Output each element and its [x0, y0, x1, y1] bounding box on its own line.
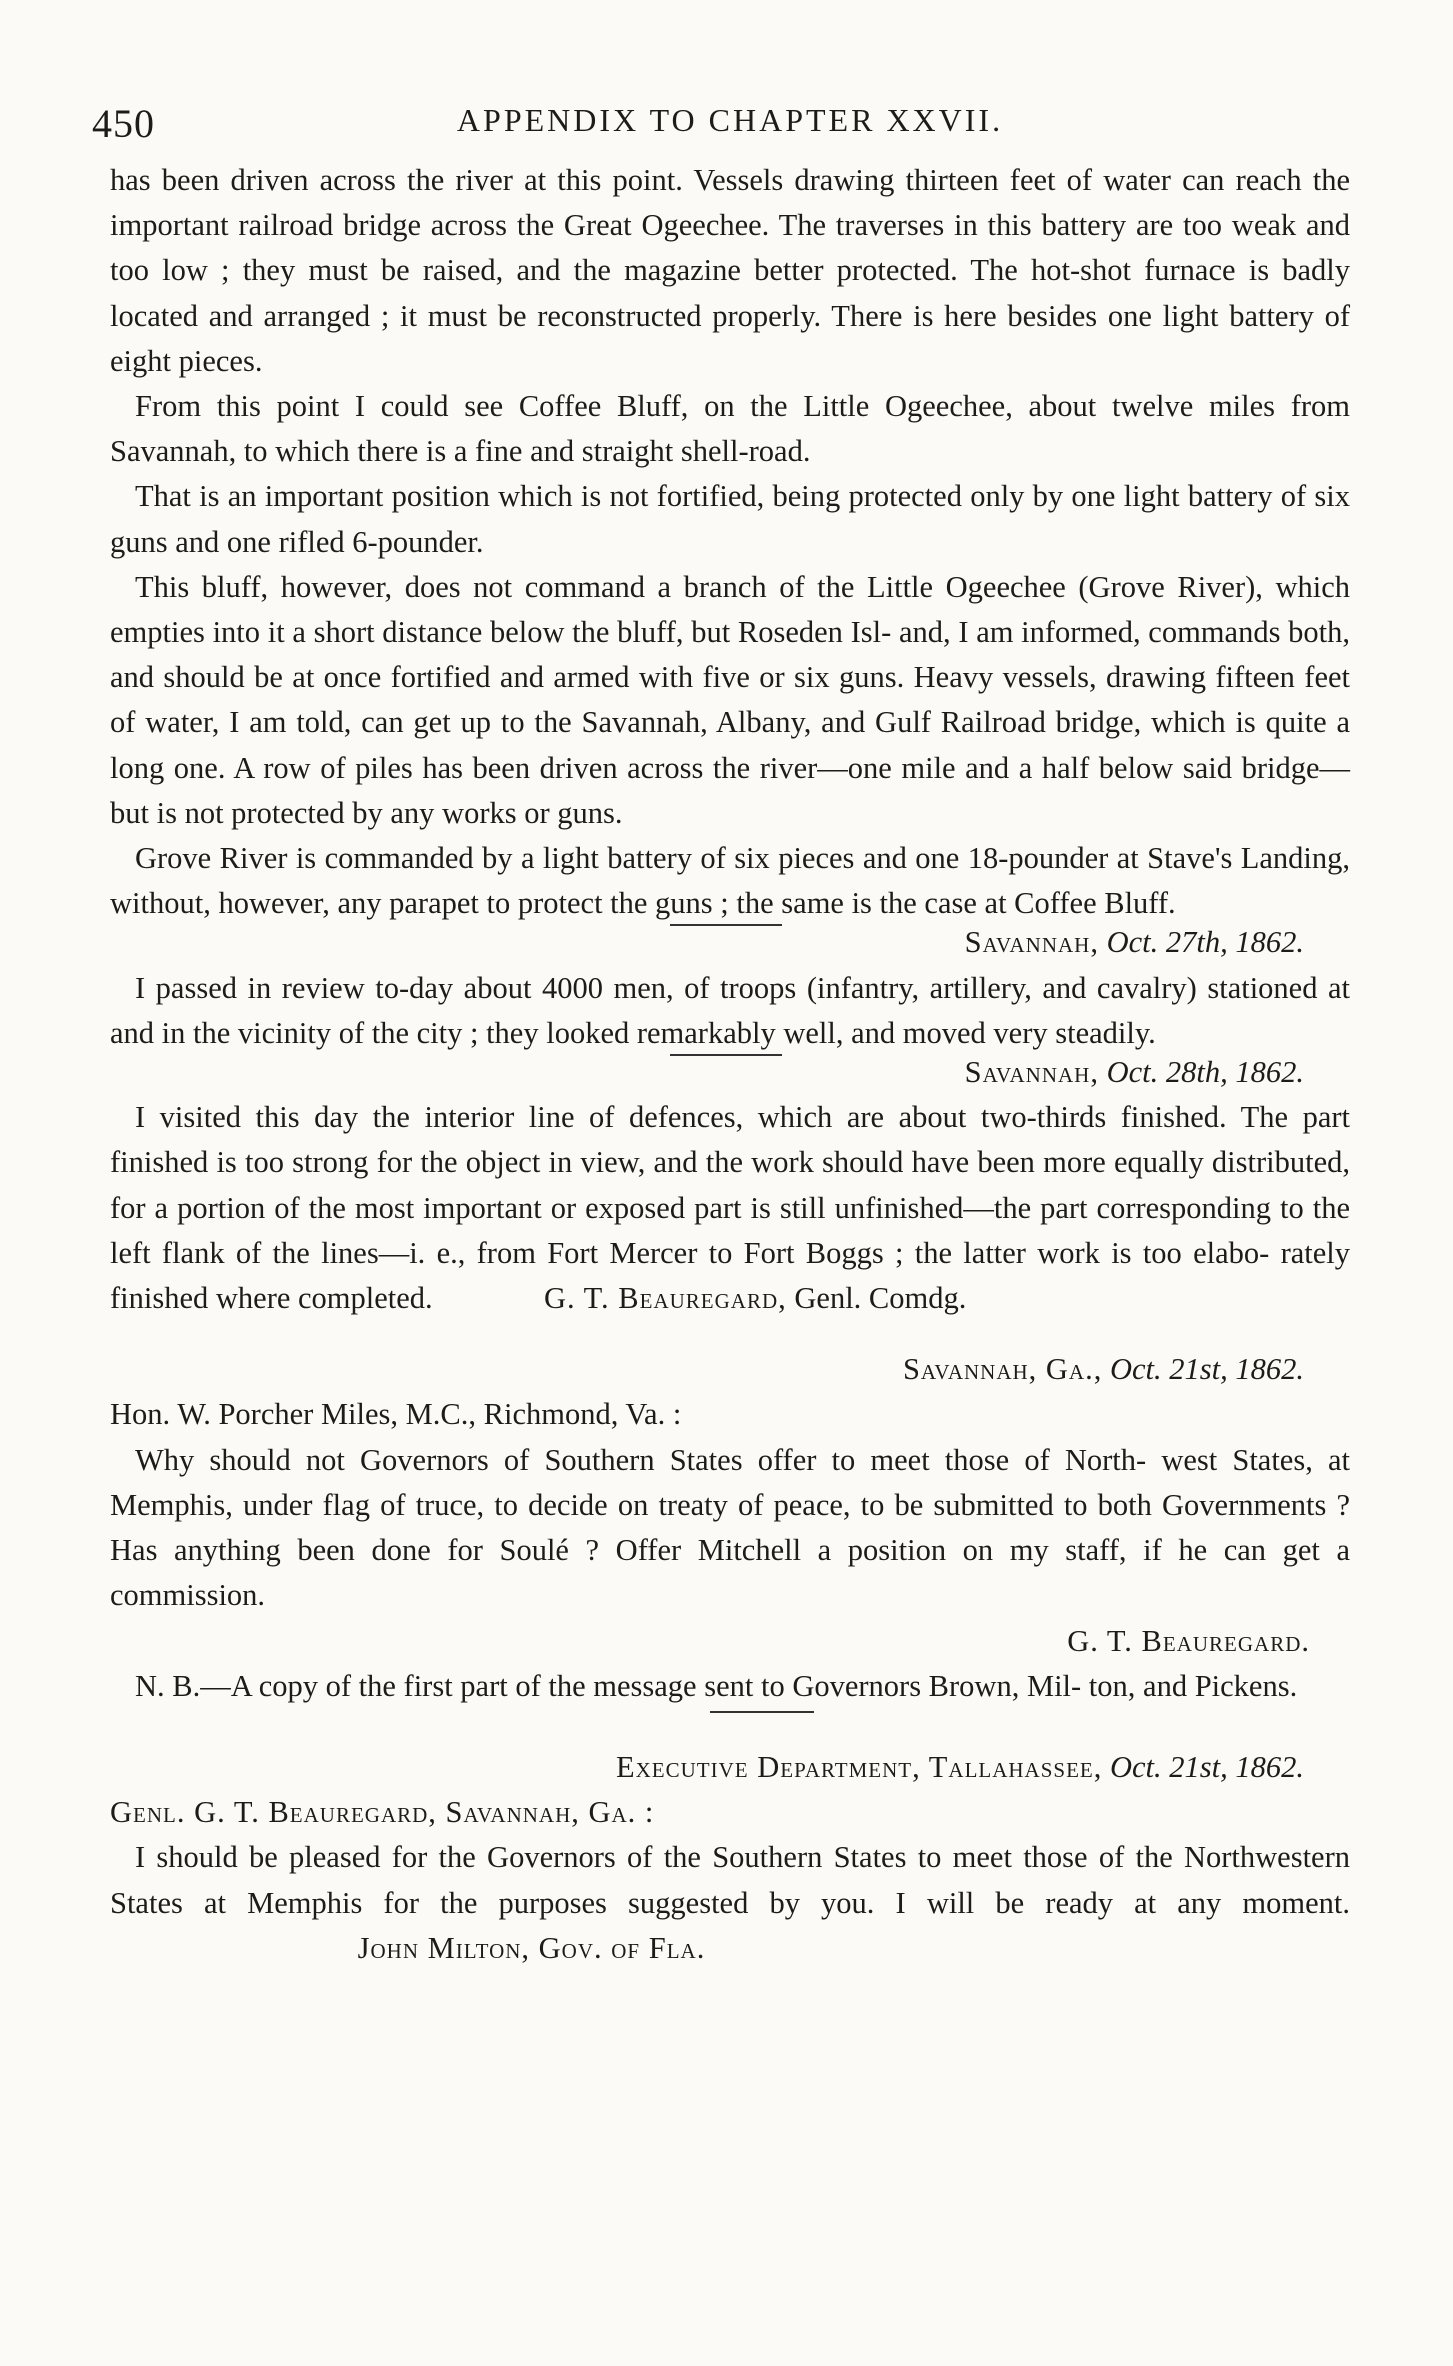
dateline-place: Savannah,	[964, 1055, 1099, 1090]
section-rule	[110, 1711, 1350, 1731]
dateline-oct-21-savannah	[110, 1347, 1350, 1392]
dateline-date: Oct. 21st, 1862.	[1109, 1352, 1304, 1387]
dateline-place: Savannah,	[964, 925, 1099, 960]
dateline-date: Oct. 28th, 1862.	[1106, 1055, 1304, 1090]
signature-title: Genl. Comdg.	[794, 1281, 967, 1316]
section-rule	[110, 1054, 1350, 1074]
dateline-place: Executive Department, Tallahassee,	[616, 1749, 1103, 1784]
dateline-oct-21-tallahassee	[110, 1745, 1350, 1790]
signature-beauregard: G. T. Beauregard.	[1067, 1623, 1310, 1658]
page-number: 450	[92, 101, 155, 146]
paragraph-interior-line-text: I visited this day the interior line of defences, which are about two-thirds finished. The part finished is too strong for the object in view, and the work should have been more equally distributed, for a portion of the most important or exposed part is still unfinished—the part corresponding to the left flank of the lines—i. e., from Fort Mercer to Fort Boggs ; the latter work is too elabo- rately finished where completed.	[110, 1100, 1350, 1316]
dateline-place: Savannah, Ga.,	[902, 1352, 1103, 1387]
paragraph-grove-river-branch: This bluff, however, does not command a branch of the Little Ogeechee (Grove River), which empties into it a short distance below the bluff, but Roseden Isl- and, I am informed, commands both, and should be at once fortified and armed with five or six guns. Heavy vessels, drawing fifteen feet of water, I am told, can get up to the Savannah, Albany, and Gulf Railroad bridge, which is quite a long one. A row of piles has been driven across the river—one mile and a half below said bridge—but is not protected by any works or guns.	[110, 569, 1350, 830]
signature-name: G. T. Beauregard,	[543, 1281, 787, 1316]
paragraph-interior-line	[110, 1095, 1350, 1321]
paragraph-battery: has been driven across the river at this point. Vessels drawing thirteen feet of water can reach the important railroad bridge across the Great Ogeechee. The traverses in this battery are too weak and too low ; they must be raised, and the magazine better protected. The hot-shot furnace is badly located and arranged ; it must be reconstructed properly. There is here besides one light battery of eight pieces.	[110, 163, 1350, 378]
running-head: APPENDIX TO CHAPTER XXVII.	[456, 102, 1004, 138]
paragraph-staves-landing: Grove River is commanded by a light battery of six pieces and one 18-pounder at Stave's Landing, without, however, any parapet to protect the guns ; the same is the case at Coffee Bluff.	[110, 841, 1350, 921]
section-rule	[110, 924, 1350, 944]
signature-milton: John Milton, Gov. of Fla.	[357, 1930, 706, 1965]
dateline-date: Oct. 21st, 1862.	[1109, 1749, 1304, 1784]
addressee-miles: Hon. W. Porcher Miles, M.C., Richmond, Va. :	[110, 1397, 682, 1432]
page-header	[92, 92, 1350, 158]
paragraph-milton-reply-text: I should be pleased for the Governors of the Southern States to meet those of the Northwestern States at Memphis for the purposes suggested by you. I will be ready at any moment.	[110, 1840, 1350, 1920]
paragraph-important-position: That is an important position which is not fortified, being protected only by one light battery of six guns and one rifled 6-pounder.	[110, 479, 1350, 559]
paragraph-governors-proposal: Why should not Governors of Southern States offer to meet those of North- west States, at Memphis, under flag of truce, to decide on treaty of peace, to be submitted to both Governments ? Has anything been done for Soulé ? Offer Mitchell a position on my staff, if he can get a commission.	[110, 1442, 1350, 1613]
dateline-date: Oct. 27th, 1862.	[1106, 925, 1304, 960]
paragraph-nota-bene: N. B.—A copy of the first part of the message sent to Governors Brown, Mil- ton, and Pickens.	[135, 1668, 1298, 1703]
book-page	[92, 92, 1350, 1971]
paragraph-review: I passed in review to-day about 4000 men, of troops (infantry, artillery, and cavalry) stationed at and in the vicinity of the city ; they looked remarkably well, and moved very steadily.	[110, 970, 1350, 1050]
paragraph-coffee-bluff: From this point I could see Coffee Bluff, on the Little Ogeechee, about twelve miles from Savannah, to which there is a fine and straight shell-road.	[110, 389, 1350, 469]
addressee-beauregard: Genl. G. T. Beauregard, Savannah, Ga. :	[110, 1795, 655, 1830]
paragraph-milton-reply	[110, 1835, 1350, 1971]
